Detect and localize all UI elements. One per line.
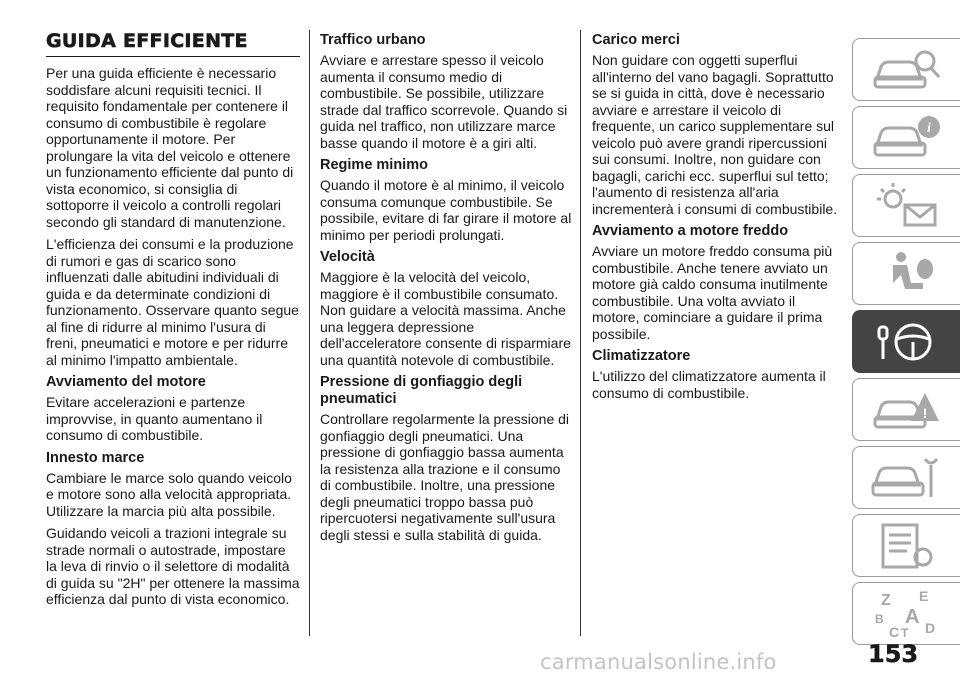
column-3 (592, 30, 842, 407)
column-divider (580, 30, 581, 636)
paragraph-velocita: Maggiore è la velocità del veicolo, maggiore è il combustibile consumato. Non guidare a velocità massima. Anche una leggera depressione dell'acceleratore consente di risparmiare una quantità notevole di combustibile. (320, 269, 571, 368)
index-letter: T (900, 625, 908, 640)
heading-freddo: Avviamento a motore freddo (592, 223, 789, 239)
index-letter: E (918, 587, 928, 604)
tab-alphabet-index[interactable] (852, 582, 960, 645)
index-letter: Z (880, 591, 891, 609)
svg-text:i: i (926, 120, 931, 136)
page-number: 153 (868, 640, 919, 668)
alphabet-index-icon (867, 587, 947, 641)
heading-velocita: Velocità (320, 249, 375, 265)
index-letter: C (888, 623, 899, 640)
tab-car-warning[interactable] (852, 378, 960, 441)
tab-airbag-seat[interactable] (852, 242, 960, 305)
airbag-seat-icon (867, 247, 947, 301)
index-letter: D (924, 619, 935, 636)
car-search-icon (867, 43, 947, 97)
column-2 (320, 30, 572, 549)
paragraph-freddo: Avviare un motore freddo consuma più combustibile. Anche tenere avviato un motore già caldo consuma inutilmente combustibile. Una volta avviato il motore, cominciare a guidare il prima possibile. (592, 243, 833, 342)
paragraph-innesto-1: Cambiare le marce solo quando veicolo e motore sono alla velocità appropriata. Utilizzare la marcia più alta possibile. (46, 469, 292, 519)
tab-car-info[interactable] (852, 106, 960, 169)
paragraph-traffico: Avviare e arrestare spesso il veicolo aumenta il consumo medio di combustibile. Se possibile, utilizzare strade dal traffico scorrevole. Quando si guida nel traffico, non utilizzare marce basse quando il motore è a giri alti. (320, 52, 568, 151)
paragraph-avviamento: Evitare accelerazioni e partenze improvvise, in quanto aumentano il consumo di combustibile. (46, 394, 263, 443)
index-letter: B (874, 611, 884, 626)
tab-car-wrench[interactable] (852, 446, 960, 509)
paragraph-innesto-2: Guidando veicoli a trazioni integrale su strade normali o autostrade, impostare la leva di rinvio o il selettore di modalità di guida su "2H" per ottenere la massima efficienza dal punto di vista economico. (46, 525, 300, 607)
key-steering-wheel-icon (867, 315, 947, 369)
heading-innesto: Innesto marce (46, 449, 145, 466)
paragraph-carico: Non guidare con oggetti superflui all'interno del vano bagagli. Soprattutto se si guida in città, dove è necessario avviare e arrestare il veicolo di frequente, un carico supplementare sul veicolo può avere grandi ripercussioni sui consumi. Inoltre, non guidare con bagagli, carichi ecc. superflui sul tetto; l'aumento di resistenza all'aria incrementerà i consumi di combustibile. (592, 52, 838, 217)
paragraph-clima: L'utilizzo del climatizzatore aumenta il consumo di combustibile. (592, 368, 826, 401)
heading-pressione: Pressione di gonfiaggio degli pneumatici (320, 374, 523, 407)
tab-settings-list[interactable] (852, 514, 960, 577)
tab-light-message[interactable] (852, 174, 960, 237)
watermark: carmanualsonline.info (540, 650, 777, 674)
paragraph-pressione: Controllare regolarmente la pressione di gonfiaggio degli pneumatici. Una pressione di gonfiaggio bassa aumenta la resistenza alla trazione e il consumo di combustibile. Inoltre, una pressione degli pneumatici troppo bassa può ripercuotersi negativamente sull'usura degli stessi e sulla stabilità di guida. (320, 411, 570, 543)
tab-car-search[interactable] (852, 38, 960, 101)
heading-carico: Carico merci (592, 32, 680, 48)
intro-paragraph: Per una guida efficiente è necessario soddisfare alcuni requisiti tecnici. Il requisito fondamentale per contenere il consumo di combustibile è regolare opportunamente il motore. Per prolungare la vita del veicolo e ottenere un funzionamento efficiente dal punto di vista economico, si consiglia di sottoporre il veicolo a controlli regolari secondo gli standard di manutenzione. (46, 65, 294, 230)
index-letter: A (904, 605, 919, 628)
settings-list-icon (867, 519, 947, 573)
chapter-tabs (852, 38, 960, 650)
car-wrench-icon (867, 451, 947, 505)
light-message-icon (867, 179, 947, 233)
car-warning-icon (867, 383, 947, 437)
page-title: GUIDA EFFICIENTE (46, 30, 300, 57)
heading-avviamento: Avviamento del motore (46, 374, 206, 390)
heading-clima: Climatizzatore (592, 348, 691, 364)
car-info-icon (867, 111, 947, 165)
column-1 (46, 30, 300, 614)
efficiency-paragraph: L'efficienza dei consumi e la produzione di rumori e gas di scarico sono influenzati dalle abitudini individuali di guida e da determinate condizioni di funzionamento. Osservare quanto segue al fine di ridurre al minimo l'usura di freni, pneumatici e motore e per ridurre al minimo l'impatto ambientale. (46, 236, 299, 368)
heading-regime: Regime minimo (320, 157, 428, 173)
column-divider (309, 30, 310, 636)
heading-traffico: Traffico urbano (320, 32, 426, 48)
tab-key-steering-wheel[interactable] (852, 310, 960, 373)
paragraph-regime: Quando il motore è al minimo, il veicolo consuma comunque combustibile. Se possibile, evitare di far girare il motore al minimo per periodi prolungati. (320, 177, 572, 243)
svg-text:!: ! (922, 404, 927, 421)
